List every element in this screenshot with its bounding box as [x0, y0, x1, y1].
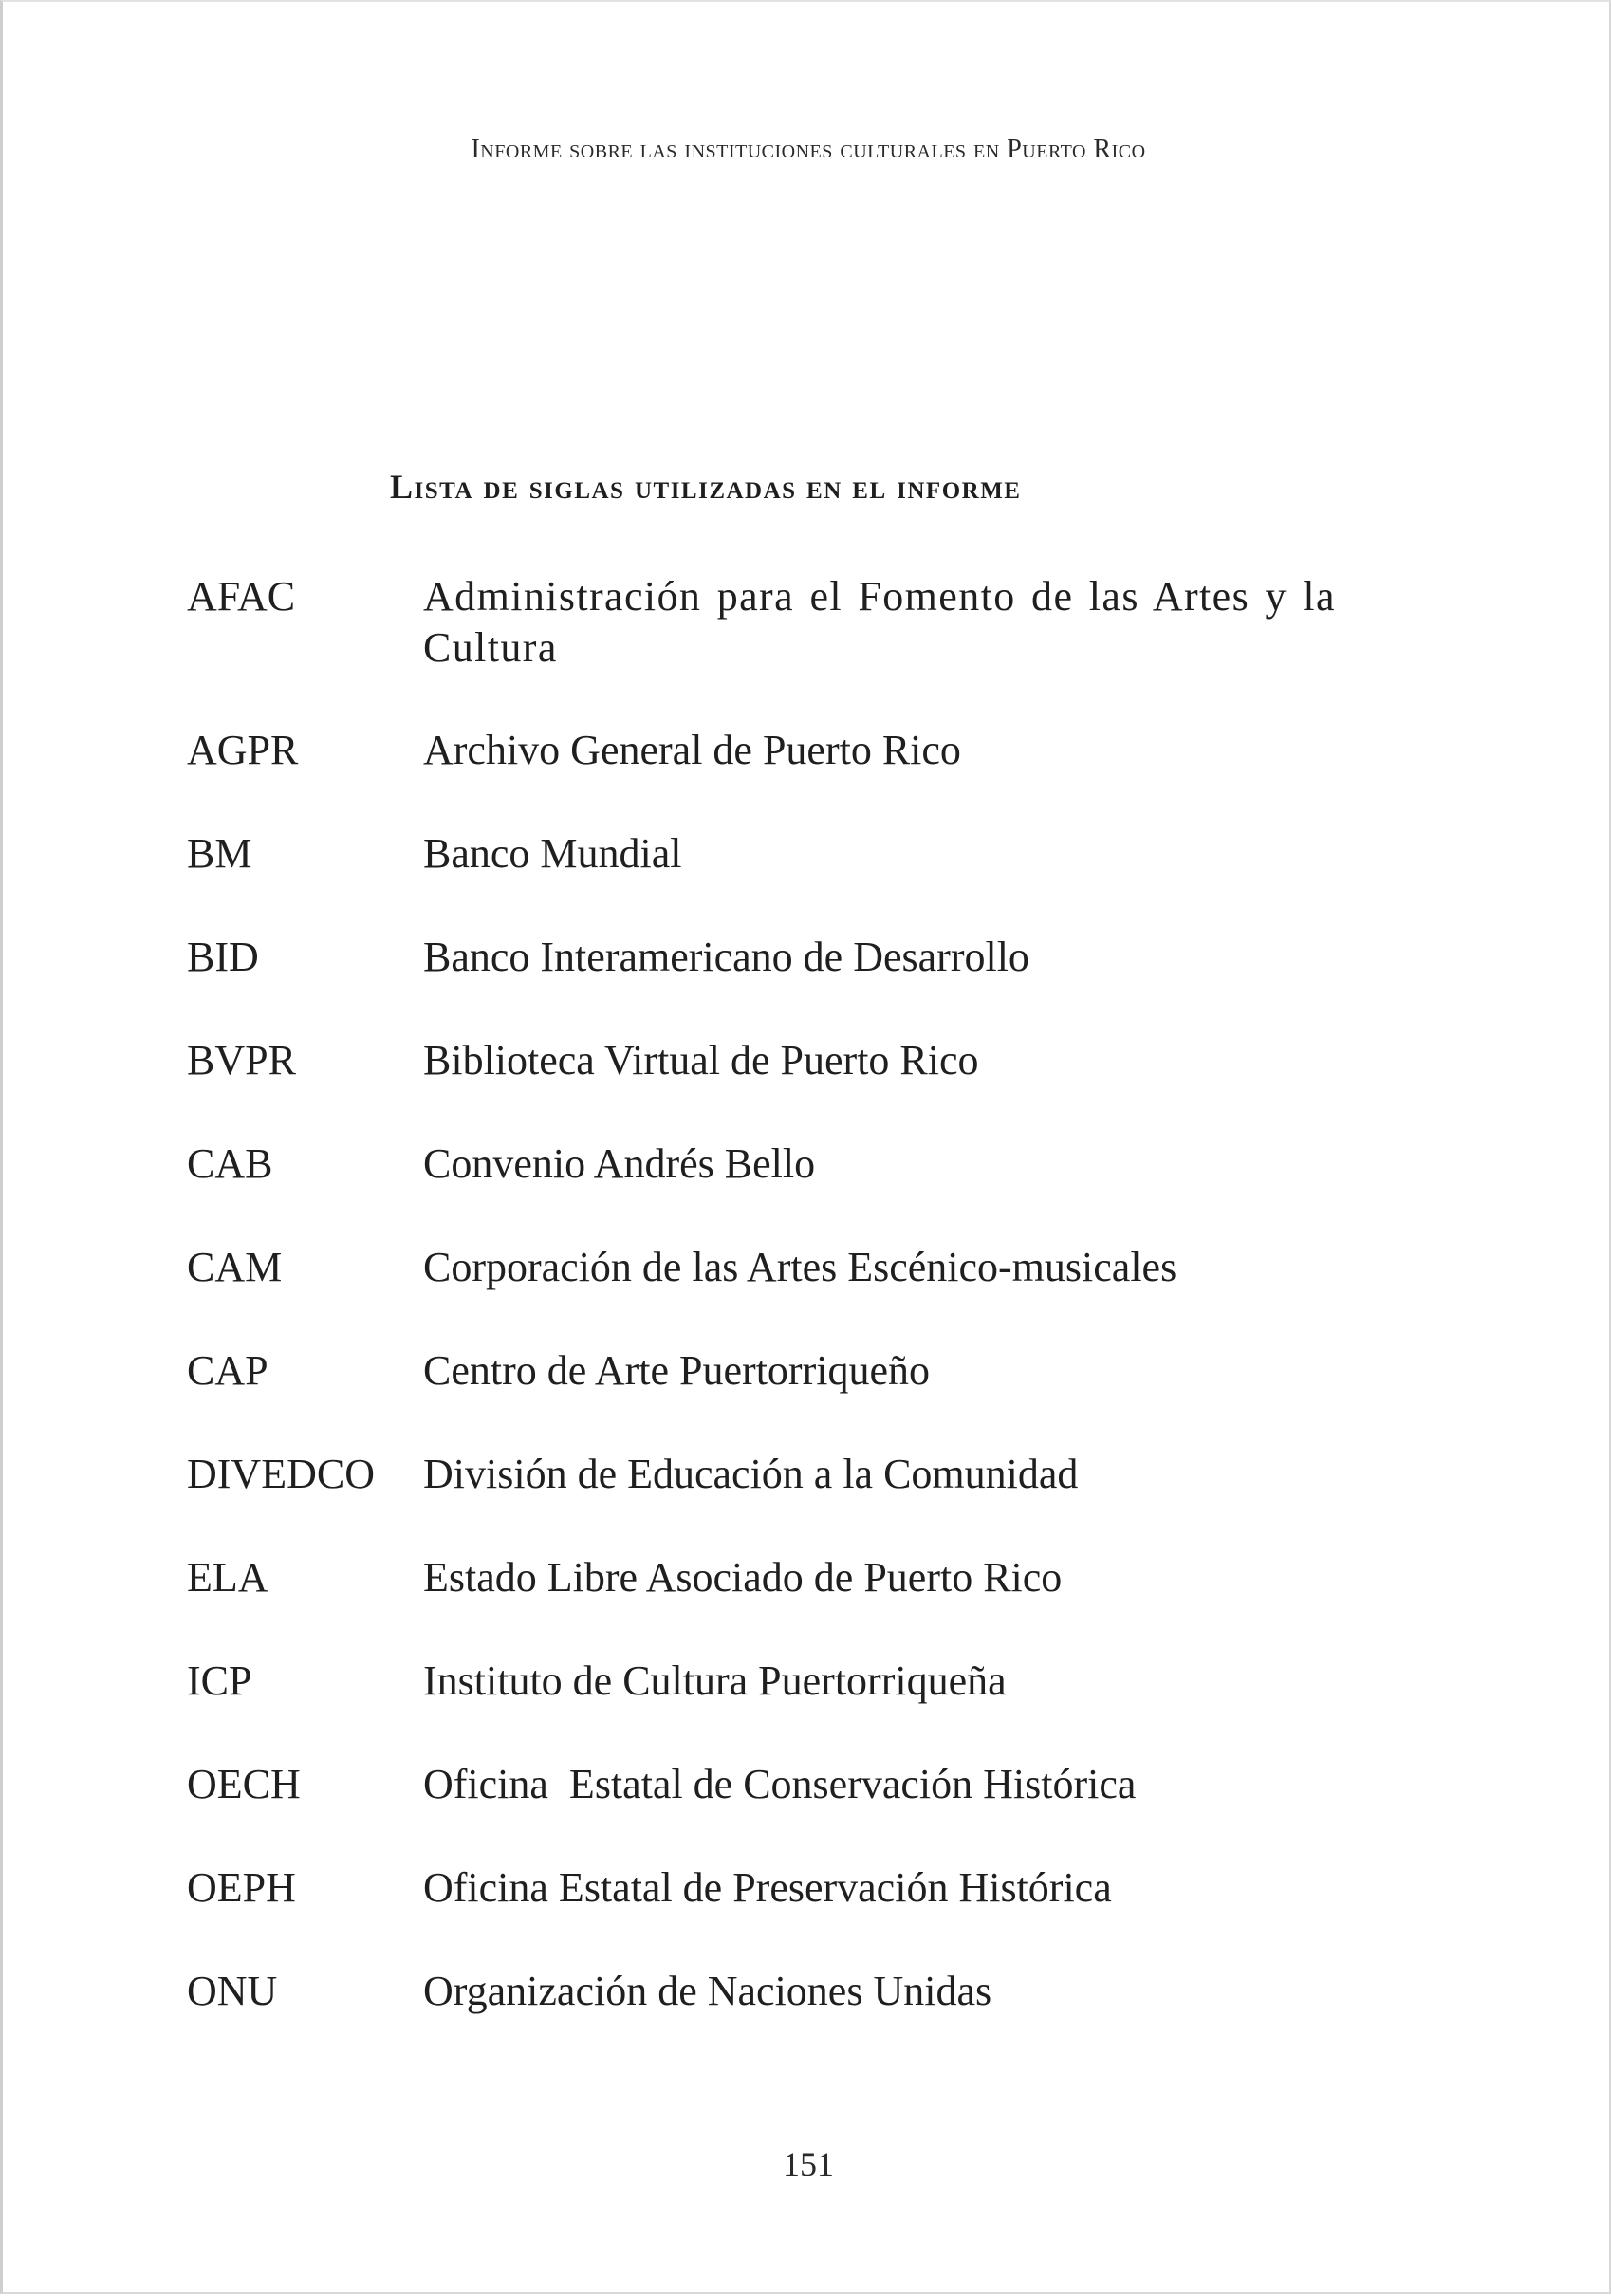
page-number: 151 — [783, 2145, 834, 2183]
acronym-abbr: AGPR — [187, 727, 299, 773]
acronym-abbr: ELA — [187, 1554, 268, 1601]
acronym-meaning: Instituto de Cultura Puertorriqueña — [423, 1657, 1007, 1704]
acronym-abbr: CAM — [187, 1244, 283, 1290]
acronym-abbr: OEPH — [187, 1864, 296, 1911]
running-header: Informe sobre las instituciones culturales en Puerto Rico — [471, 135, 1146, 164]
acronym-abbr: CAB — [187, 1140, 273, 1187]
acronym-meaning: Biblioteca Virtual de Puerto Rico — [423, 1037, 979, 1083]
acronym-meaning: Organización de Naciones Unidas — [423, 1968, 992, 2014]
acronym-abbr: DIVEDCO — [187, 1451, 375, 1497]
acronym-abbr: BID — [187, 934, 259, 980]
acronym-meaning: Estado Libre Asociado de Puerto Rico — [423, 1554, 1063, 1601]
acronym-abbr: AFAC — [187, 573, 296, 620]
acronym-abbr: CAP — [187, 1347, 268, 1394]
acronym-meaning: Convenio Andrés Bello — [423, 1140, 816, 1187]
acronym-meaning: Oficina Estatal de Preservación Histórica — [423, 1864, 1112, 1911]
acronym-abbr: ONU — [187, 1968, 278, 2014]
acronym-list — [3, 2, 1611, 2296]
acronym-abbr: BM — [187, 830, 252, 877]
acronym-abbr: OECH — [187, 1761, 301, 1807]
acronym-abbr: BVPR — [187, 1037, 296, 1083]
acronym-meaning: Archivo General de Puerto Rico — [423, 727, 961, 773]
acronym-abbr: ICP — [187, 1657, 252, 1704]
acronym-meaning: Banco Interamericano de Desarrollo — [423, 934, 1029, 980]
acronym-meaning: Administración para el Fomento de las Artes y la Cultura — [423, 573, 1336, 671]
section-title: Lista de siglas utilizadas en el informe — [390, 468, 1022, 506]
acronym-meaning: División de Educación a la Comunidad — [423, 1451, 1079, 1497]
acronym-meaning: Corporación de las Artes Escénico-musicales — [423, 1244, 1177, 1290]
acronym-meaning: Banco Mundial — [423, 830, 682, 877]
acronym-meaning: Oficina Estatal de Conservación Histórica — [423, 1761, 1137, 1807]
acronym-meaning: Centro de Arte Puertorriqueño — [423, 1347, 930, 1394]
